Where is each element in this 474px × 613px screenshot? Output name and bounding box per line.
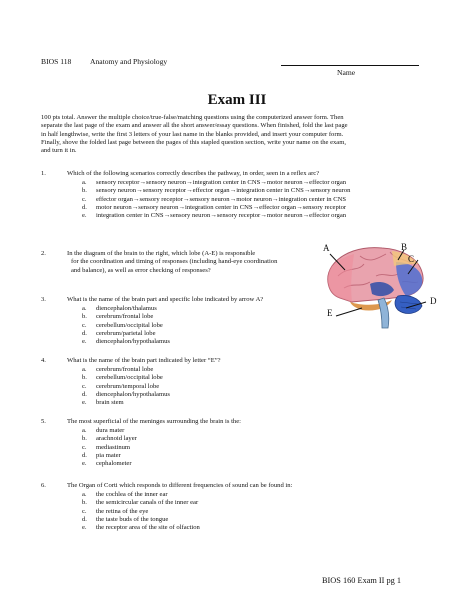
question-text: What is the name of the brain part and specific lobe indicated by arrow A?	[67, 296, 264, 303]
option-text: cerebrum/frontal lobe	[96, 313, 154, 321]
option-letter: b.	[82, 374, 87, 382]
option-d	[82, 516, 302, 524]
option-text: brain stem	[96, 399, 124, 407]
question-text-line: and balance), as well as error checking of responses?	[71, 266, 211, 274]
option-letter: d.	[82, 390, 87, 398]
diagram-label-a: A	[323, 243, 330, 253]
option-letter: a.	[82, 427, 87, 434]
diagram-label-c: C	[408, 254, 415, 264]
question-number: 4.	[41, 357, 46, 364]
option-text: sensory neuron→sensory receptor→effector organ→integration center in CNS→sensory neuron	[96, 187, 351, 195]
option-text: effector organ→sensory receptor→sensory neuron→motor neuron→integration center in CNS	[96, 195, 347, 203]
option-text: arachnoid layer	[96, 435, 137, 443]
diagram-label-e: E	[327, 308, 333, 318]
question-text	[67, 170, 397, 178]
option-c	[82, 444, 282, 452]
option-text: integration center in CNS→sensory neuron→sensory receptor→motor neuron→effector organ	[96, 212, 347, 220]
option-letter: a.	[82, 179, 87, 186]
option-letter: d.	[82, 329, 87, 337]
question-text	[67, 250, 327, 275]
option-c	[82, 383, 282, 391]
option-letter: c.	[82, 507, 87, 515]
question-number: 5.	[41, 418, 46, 425]
option-e	[82, 212, 442, 220]
option-text: diencephalon/hypothalamus	[96, 390, 170, 398]
option-letter: e.	[82, 212, 87, 220]
question-number: 2.	[41, 250, 46, 257]
option-c	[82, 508, 302, 516]
instructions-line: in half lengthwise, write the first 3 letters of your last name in the blanks provided, and insert your computer form.	[41, 130, 344, 138]
name-line	[281, 65, 419, 66]
option-letter: a.	[82, 491, 87, 498]
option-letter: a.	[82, 366, 87, 373]
instructions-line: 100 pts total. Answer the multiple choice/true-false/matching questions using the computerized answer form. Then	[41, 114, 344, 121]
question-text: The Organ of Corti which responds to different frequencies of sound can be found in:	[67, 482, 293, 489]
option-e	[82, 524, 302, 532]
option-b	[82, 313, 282, 321]
option-a	[82, 305, 282, 313]
instructions-line: Finally, shove the folded last page between the pages of this stapled question section, write your name on the exam,	[41, 138, 347, 146]
option-text: cerebrum/parietal lobe	[96, 329, 156, 337]
option-letter: d.	[82, 203, 87, 211]
option-letter: e.	[82, 399, 87, 407]
brain-frontal-lobe	[328, 254, 354, 302]
option-text: the retina of the eye	[96, 507, 149, 515]
option-text: diencephalon/thalamus	[96, 305, 157, 312]
question-text: What is the name of the brain part indicated by letter “E”?	[67, 357, 221, 364]
option-c	[82, 322, 282, 330]
option-text: the semicircular canals of the inner ear	[96, 499, 199, 507]
option-list	[82, 305, 282, 346]
option-text: motor neuron→sensory neuron→integration center in CNS→effector organ→sensory receptor	[96, 203, 347, 211]
option-d	[82, 204, 442, 212]
option-letter: d.	[82, 515, 87, 523]
option-text: the cochlea of the inner ear	[96, 491, 168, 498]
question-text-line: for the coordination and timing of responses (including hand-eye coordination	[71, 258, 278, 266]
diagram-label-b: B	[401, 242, 408, 252]
option-text: cerebellum/occipital lobe	[96, 374, 163, 382]
option-letter: a.	[82, 305, 87, 312]
option-text: cephalometer	[96, 460, 132, 468]
arrow-e-line	[336, 308, 362, 316]
option-list	[82, 179, 442, 220]
page-footer: BIOS 160 Exam II pg 1	[322, 576, 402, 585]
option-letter: c.	[82, 382, 87, 390]
option-letter: e.	[82, 524, 87, 532]
instructions-line: and turn it in.	[41, 147, 77, 155]
option-letter: e.	[82, 338, 87, 346]
option-letter: d.	[82, 451, 87, 459]
option-text: diencephalon/hypothalamus	[96, 338, 170, 346]
option-text: sensory receptor→sensory neuron→integration center in CNS→motor neuron→effector organ	[96, 179, 347, 186]
option-b	[82, 187, 442, 195]
option-a	[82, 179, 442, 187]
question-text: The most superficial of the meninges surrounding the brain is the:	[67, 418, 241, 425]
name-label: Name	[337, 68, 356, 77]
diagram-label-d: D	[430, 296, 437, 306]
option-letter: b.	[82, 499, 87, 507]
option-text: mediastinum	[96, 443, 131, 451]
option-e	[82, 460, 282, 468]
option-text: cerebrum/temporal lobe	[96, 382, 160, 390]
option-text: the receptor area of the site of olfaction	[96, 524, 200, 532]
question-text-line: Which of the following scenarios correctly describes the pathway, in order, seen in a reflex arc?	[67, 170, 320, 177]
option-text: dura mater	[96, 427, 125, 434]
question-number: 1.	[41, 170, 46, 177]
option-text: the taste buds of the tongue	[96, 515, 169, 523]
course-code: BIOS 118	[41, 57, 72, 66]
option-list	[82, 366, 282, 407]
question-text-line: In the diagram of the brain to the right, which lobe (A-E) is responsible	[67, 250, 256, 257]
instructions	[41, 114, 441, 155]
option-a	[82, 491, 302, 499]
option-d	[82, 330, 282, 338]
option-letter: c.	[82, 321, 87, 329]
option-letter: b.	[82, 187, 87, 195]
option-letter: c.	[82, 443, 87, 451]
option-text: cerebellum/occipital lobe	[96, 321, 163, 329]
option-text: cerebrum/frontal lobe	[96, 366, 154, 373]
option-a	[82, 427, 282, 435]
option-letter: b.	[82, 435, 87, 443]
option-letter: c.	[82, 195, 87, 203]
option-list	[82, 427, 282, 468]
option-b	[82, 374, 282, 382]
option-b	[82, 499, 302, 507]
option-b	[82, 435, 282, 443]
option-list	[82, 491, 302, 532]
question-number: 6.	[41, 482, 46, 489]
option-letter: b.	[82, 313, 87, 321]
option-c	[82, 196, 442, 204]
option-letter: e.	[82, 460, 87, 468]
option-text: pia mater	[96, 451, 121, 459]
question-number: 3.	[41, 296, 46, 303]
instructions-line: separate the last page of the exam and answer all the short answer/essay questions. When finished, fold the last page	[41, 122, 348, 130]
course-title: Anatomy and Physiology	[90, 57, 168, 66]
option-d	[82, 452, 282, 460]
option-a	[82, 366, 282, 374]
option-d	[82, 391, 282, 399]
option-e	[82, 399, 282, 407]
exam-title: Exam III	[207, 92, 267, 108]
option-e	[82, 338, 282, 346]
